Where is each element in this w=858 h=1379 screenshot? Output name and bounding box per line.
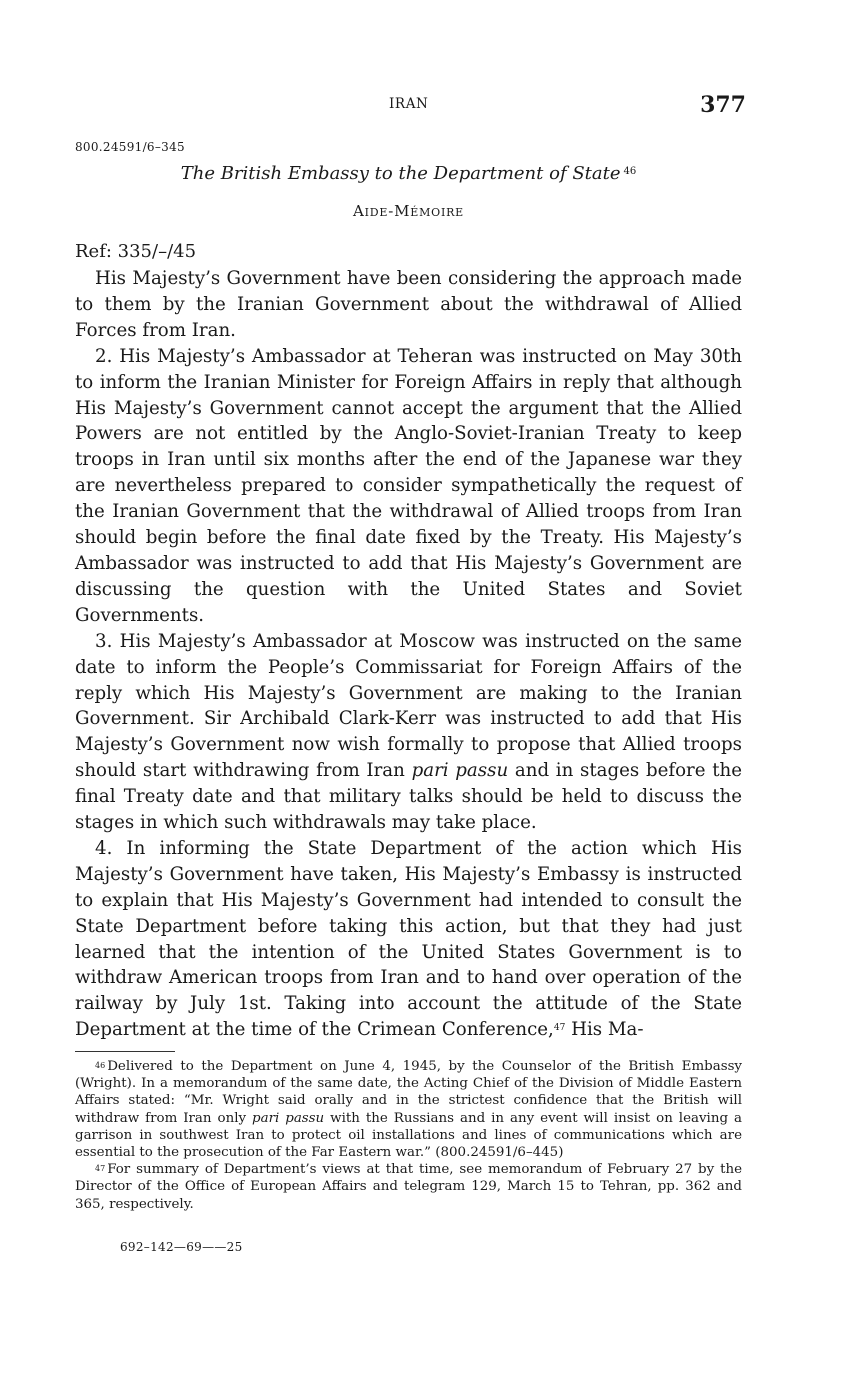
footnote-47 [75, 1161, 742, 1213]
paragraph-4-part-a: 4. In informing the State Department of the action which His Majesty’s Government have taken, His Majesty’s Embassy is instructed to explain that His Majesty’s Government had intended to consult the State Department before taking this action, but that they had just learned that the intention of the United States Government is to withdraw American troops from Iran and to hand over operation of the railway by July 1st. Taking into account the attitude of the State Department at the time of the Crimean Conference, [75, 837, 742, 1041]
footnote-47-mark: 47 [95, 1164, 106, 1174]
footnote-47-text: For summary of Department’s views at that time, see memorandum of February 27 by the Director of the Office of European Affairs and telegram 129, March 15 to Tehran, pp. 362 and 365, respectively. [75, 1162, 742, 1212]
paragraph-3-part-b: and in stages before the final Treaty date and that military talks should be held to discuss the stages in which such withdrawals may take place. [75, 760, 742, 834]
reference-line: Ref: 335/–/45 [75, 241, 197, 262]
print-code: 692–142—69——25 [120, 1240, 243, 1254]
footnote-46-part-a: Delivered to the Department on June 4, 1945, by the Counselor of the British Embassy (Wright). In a memorandum of the same date, the Acting Chief of the Division of Middle Eastern Affairs stated: “Mr. Wright said orally and in the strictest confidence that the British will withdraw from Iran only [75, 1059, 742, 1126]
paragraph-4 [75, 836, 742, 1043]
footnote-ref-46: 46 [623, 166, 637, 177]
file-number: 800.24591/6–345 [75, 140, 185, 154]
paragraph-2: 2. His Majesty’s Ambassador at Teheran was instructed on May 30th to inform the Iranian Minister for Foreign Affairs in reply that although His Majesty’s Government cannot accept the argument that the Allied Powers are not entitled by the Anglo-Soviet-Iranian Treaty to keep troops in Iran until six months after the end of the Japanese war they are nevertheless prepared to consider sympathetically the request of the Iranian Government that the withdrawal of Allied troops from Iran should begin before the final date fixed by the Treaty. His Majesty’s Ambassador was instructed to add that His Majesty’s Government are discussing the question with the United States and Soviet Governments. [75, 345, 742, 626]
page-number: 377 [700, 92, 746, 118]
footnote-46 [75, 1058, 742, 1161]
footnote-ref-47: 47 [553, 1023, 566, 1034]
paragraph-3-part-a: 3. His Majesty’s Ambassador at Moscow was instructed on the same date to inform the People’s Commissariat for Foreign Affairs of the reply which His Majesty’s Government are making to the Iranian Government. Sir Archibald Clark-Kerr was instructed to add that His Majesty’s Government now wish formally to propose that Allied troops should start withdrawing from Iran [75, 630, 742, 782]
paragraph-1: His Majesty’s Government have been considering the approach made to them by the Iranian Government about the withdrawal of Allied Forces from Iran. [75, 268, 742, 341]
footnote-46-italic: pari passu [252, 1110, 325, 1126]
document-type: Aide-Mémoire [352, 202, 465, 220]
paragraph-3 [75, 629, 742, 836]
paragraph-4-part-b: His Ma- [571, 1019, 644, 1041]
footnote-46-part-b: with the Russians and in any event will insist on leaving a garrison in southwest Iran to protect oil installations and lines of communications which are essential to the prosecution of the Far Eastern war.” (800.24591/6–445) [75, 1110, 742, 1161]
body-text [75, 266, 742, 1043]
running-title: IRAN [389, 96, 429, 112]
footnote-rule [75, 1051, 175, 1052]
running-header [0, 92, 858, 118]
paragraph-3-italic: pari passu [411, 760, 509, 782]
footnote-46-mark: 46 [95, 1061, 106, 1070]
footnotes [75, 1058, 742, 1213]
document-title [75, 162, 742, 186]
document-title-text: The British Embassy to the Department of State [180, 163, 621, 184]
